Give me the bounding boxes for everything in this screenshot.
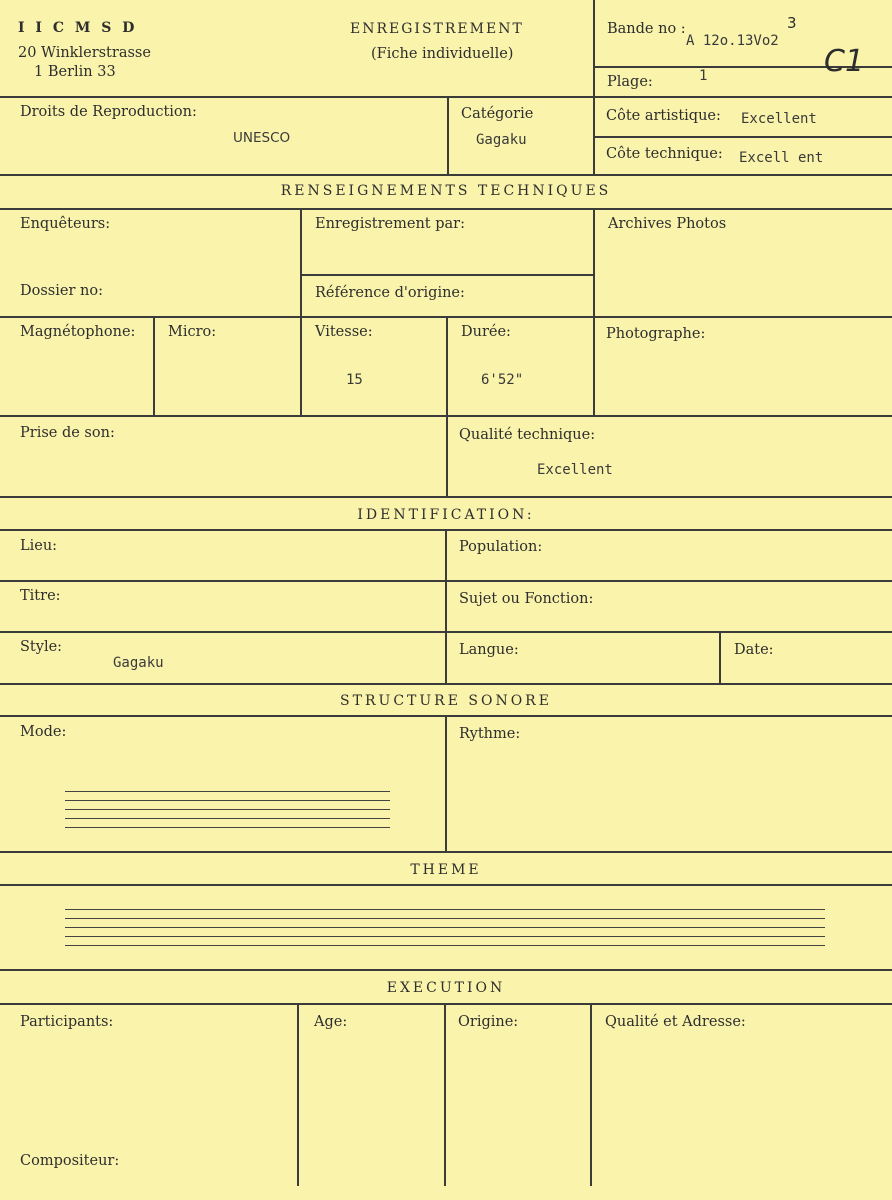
section-technique-heading: RENSEIGNEMENTS TECHNIQUES bbox=[280, 183, 612, 199]
cote-technique-label: Côte technique: bbox=[606, 146, 723, 162]
origine-label: Origine: bbox=[458, 1014, 519, 1030]
rule bbox=[446, 316, 448, 415]
section-theme-heading: THEME bbox=[410, 862, 482, 878]
address-line-1: 20 Winklerstrasse bbox=[18, 45, 151, 61]
rule bbox=[593, 0, 595, 174]
qualite-adresse-label: Qualité et Adresse: bbox=[605, 1014, 746, 1030]
staff-line bbox=[65, 791, 390, 792]
rule bbox=[590, 1003, 592, 1186]
rule bbox=[0, 969, 892, 971]
qualite-technique-value: Excellent bbox=[537, 462, 613, 478]
cote-artistique-value: Excellent bbox=[741, 111, 817, 127]
population-label: Population: bbox=[459, 539, 543, 555]
staff-line bbox=[65, 945, 825, 946]
rule bbox=[0, 496, 892, 498]
lieu-label: Lieu: bbox=[20, 538, 58, 554]
rule bbox=[0, 884, 892, 886]
compositeur-label: Compositeur: bbox=[20, 1153, 120, 1169]
rule bbox=[444, 1003, 446, 1186]
plage-value: 1 bbox=[699, 68, 708, 84]
rule bbox=[300, 208, 302, 415]
rule bbox=[0, 683, 892, 685]
rule bbox=[446, 415, 448, 496]
rule bbox=[445, 715, 447, 851]
style-label: Style: bbox=[20, 639, 63, 655]
sujet-label: Sujet ou Fonction: bbox=[459, 591, 594, 607]
staff-line bbox=[65, 936, 825, 937]
categorie-label: Catégorie bbox=[461, 106, 534, 122]
dossier-no-label: Dossier no: bbox=[20, 283, 103, 299]
style-value: Gagaku bbox=[113, 655, 164, 671]
rule bbox=[0, 208, 892, 210]
droits-label: Droits de Reproduction: bbox=[20, 104, 197, 120]
staff-line bbox=[65, 800, 390, 801]
rule bbox=[0, 174, 892, 176]
staff-line bbox=[65, 918, 825, 919]
form-title: ENREGISTREMENT bbox=[350, 21, 524, 37]
corner-handwritten-mark: C1 bbox=[824, 44, 865, 79]
vitesse-label: Vitesse: bbox=[315, 324, 373, 340]
rule bbox=[447, 96, 449, 174]
magnetophone-label: Magnétophone: bbox=[20, 324, 136, 340]
staff-line bbox=[65, 927, 825, 928]
staff-line bbox=[65, 818, 390, 819]
bande-value: A 12o.13Vo2 bbox=[686, 33, 779, 49]
rule bbox=[301, 274, 593, 276]
photographe-label: Photographe: bbox=[606, 326, 706, 342]
droits-value: UNESCO bbox=[233, 130, 291, 146]
plage-label: Plage: bbox=[607, 74, 653, 90]
cote-technique-value: Excell ent bbox=[739, 150, 824, 166]
langue-label: Langue: bbox=[459, 642, 519, 658]
rule bbox=[0, 851, 892, 853]
form-subtitle: (Fiche individuelle) bbox=[371, 46, 514, 62]
titre-label: Titre: bbox=[20, 588, 61, 604]
micro-label: Micro: bbox=[168, 324, 217, 340]
section-identification-heading: IDENTIFICATION: bbox=[357, 507, 535, 523]
staff-line bbox=[65, 827, 390, 828]
enqueteurs-label: Enquêteurs: bbox=[20, 216, 111, 232]
participants-label: Participants: bbox=[20, 1014, 114, 1030]
rule bbox=[0, 96, 892, 98]
rule bbox=[153, 316, 155, 415]
cote-artistique-label: Côte artistique: bbox=[606, 108, 721, 124]
categorie-value: Gagaku bbox=[476, 132, 527, 148]
staff-line bbox=[65, 809, 390, 810]
bande-handwritten-mark: 3 bbox=[787, 14, 797, 32]
archives-photos-label: Archives Photos bbox=[608, 216, 727, 232]
rule bbox=[445, 529, 447, 683]
rule bbox=[297, 1003, 299, 1186]
rythme-label: Rythme: bbox=[459, 726, 521, 742]
rule bbox=[719, 631, 721, 683]
vitesse-value: 15 bbox=[346, 372, 363, 388]
qualite-technique-label: Qualité technique: bbox=[459, 427, 596, 443]
duree-value: 6'52" bbox=[481, 372, 524, 388]
section-execution-heading: EXECUTION bbox=[386, 980, 506, 996]
staff-line bbox=[65, 909, 825, 910]
date-label: Date: bbox=[734, 642, 774, 658]
mode-label: Mode: bbox=[20, 724, 67, 740]
enregistrement-par-label: Enregistrement par: bbox=[315, 216, 465, 232]
reference-origine-label: Référence d'origine: bbox=[315, 285, 465, 301]
rule bbox=[593, 208, 595, 415]
org-name: I I C M S D bbox=[18, 20, 138, 36]
address-line-2: 1 Berlin 33 bbox=[34, 64, 116, 80]
rule bbox=[0, 1003, 892, 1005]
duree-label: Durée: bbox=[461, 324, 511, 340]
prise-de-son-label: Prise de son: bbox=[20, 425, 115, 441]
bande-label: Bande no : bbox=[607, 21, 686, 37]
section-structure-heading: STRUCTURE SONORE bbox=[340, 693, 552, 709]
rule bbox=[594, 136, 892, 138]
age-label: Age: bbox=[314, 1014, 348, 1030]
